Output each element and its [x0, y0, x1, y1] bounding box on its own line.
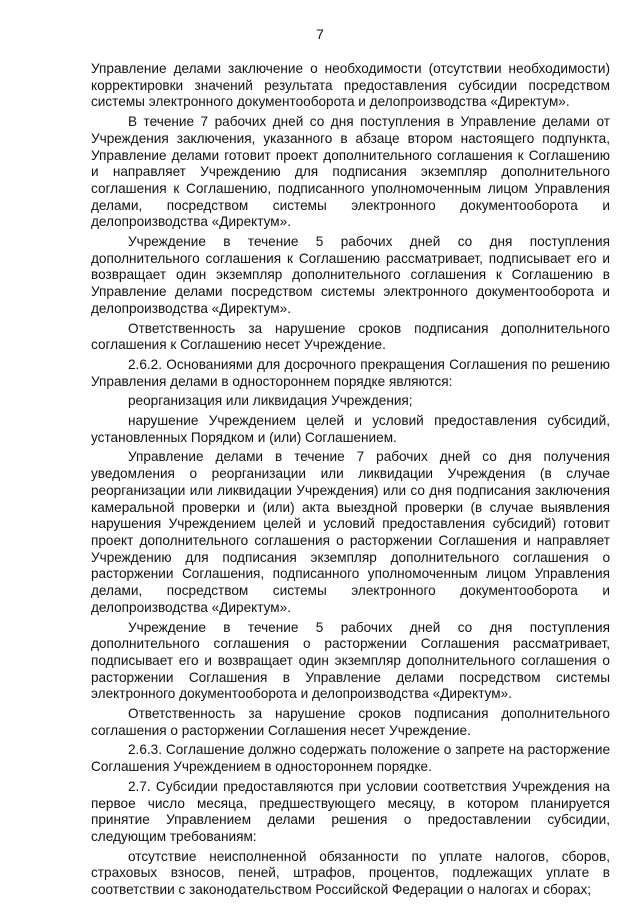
paragraph-institution-signing: Учреждение в течение 5 рабочих дней со дня поступления дополнительного соглашения к Соглашению рассматривает, подписывает его и возвращает один экземпляр дополнительного соглашения к Соглашению в Управление делами посредством системы электронного документооборота и делопроизводства «Директум».: [91, 234, 610, 316]
paragraph-additional-agreement-term: В течение 7 рабочих дней со дня поступления в Управление делами от Учреждения заключения, указанного в абзаце втором настоящего подпункта, Управление делами готовит проект дополнительного соглашения к Соглашению и направляет Учреждению для подписания экземпляр дополнительного соглашения к Соглашению, подписанного уполномоченным лицом Управления делами, посредством системы электронного документооборота и делопроизводства «Директум».: [91, 114, 610, 230]
paragraph-2-6-3: 2.6.3. Соглашение должно содержать положение о запрете на расторжение Соглашения Учреждением в одностороннем порядке.: [91, 742, 610, 775]
list-item-tax-obligation: отсутствие неисполненной обязанности по уплате налогов, сборов, страховых взносов, пеней, штрафов, процентов, подлежащих уплате в соответствии с законодательством Российской Федерации о налогах и сборах;: [91, 848, 610, 898]
paragraph-2-7: 2.7. Субсидии предоставляются при условии соответствия Учреждения на первое число месяца, предшествующего месяцу, в котором планируется принятие Управлением делами решения о предоставлении субсидии, следующим требованиям:: [91, 778, 610, 844]
list-item-reorganization: реорганизация или ликвидация Учреждения;: [128, 393, 413, 409]
list-item-violation: нарушение Учреждением целей и условий предоставления субсидий, установленных Порядком и (или) Соглашением.: [91, 413, 610, 445]
paragraph-termination-signing: Учреждение в течение 5 рабочих дней со дня поступления дополнительного соглашения о расторжении Соглашения рассматривает, подписывает его и возвращает один экземпляр дополнительного соглашения о расторжении Соглашения в Управление делами посредством системы электронного документооборота и делопроизводства «Директум».: [91, 619, 610, 702]
paragraph-continuation: Управление делами заключение о необходимости (отсутствии необходимости) корректировки значений результата предоставления субсидии посредством системы электронного документооборота и делопроизводства «Директум».: [91, 61, 610, 110]
page-number: 7: [316, 26, 324, 42]
paragraph-termination-draft: Управление делами в течение 7 рабочих дней со дня получения уведомления о реорганизации или ликвидации Учреждения (в случае реорганизации или ликвидации Учреждения) или со дня подписания заключения камеральной проверки и (или) акта выездной проверки (в случае выявления нарушения Учреждением целей и условий предоставления субсидий) готовит проект дополнительного соглашения о расторжении Соглашения и направляет Учреждению для подписания экземпляр дополнительного соглашения о расторжении Соглашения, подписанного уполномоченным лицом Управления делами, посредством системы электронного документооборота и делопроизводства «Директум».: [91, 449, 610, 615]
paragraph-termination-responsibility: Ответственность за нарушение сроков подписания дополнительного соглашения о расторжении Соглашения несет Учреждение.: [91, 706, 610, 738]
document-body: [91, 61, 610, 902]
paragraph-signing-responsibility: Ответственность за нарушение сроков подписания дополнительного соглашения к Соглашению несет Учреждение.: [91, 320, 610, 353]
paragraph-2-6-2: 2.6.2. Основаниями для досрочного прекращения Соглашения по решению Управления делами в одностороннем порядке являются:: [91, 356, 610, 389]
